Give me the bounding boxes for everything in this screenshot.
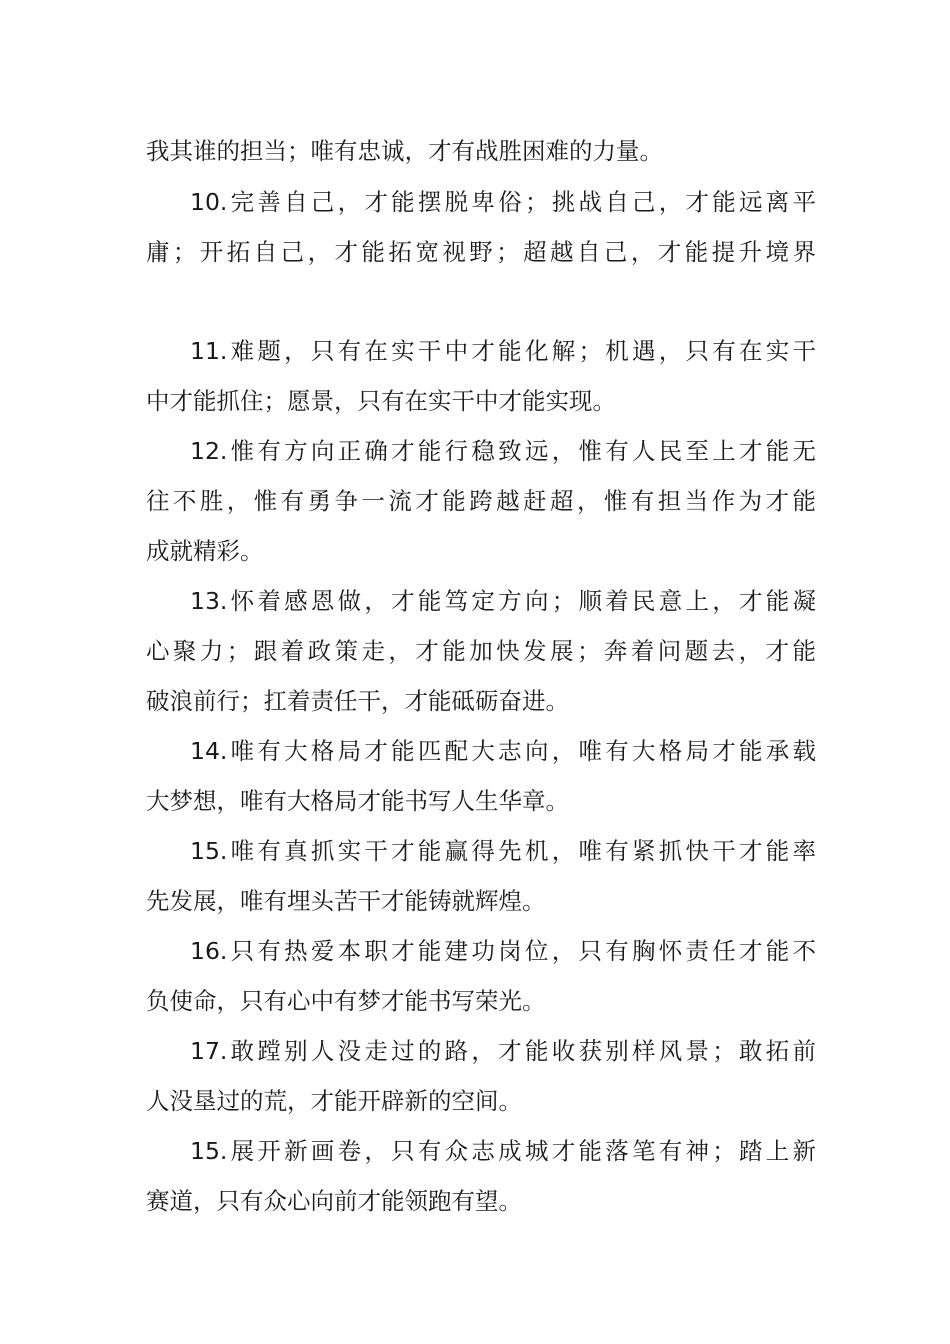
paragraph-10-line-1: 10.完善自己，才能摆脱卑俗；挑战自己，才能远离平 bbox=[190, 188, 816, 216]
paragraph-12-line-3: 成就精彩。 bbox=[146, 537, 264, 565]
paragraph-14-line-1: 14.唯有大格局才能匹配大志向，唯有大格局才能承载 bbox=[190, 737, 816, 765]
paragraph-13-line-1: 13.怀着感恩做，才能笃定方向；顺着民意上，才能凝 bbox=[190, 587, 816, 615]
paragraph-16-line-1: 16.只有热爱本职才能建功岗位，只有胸怀责任才能不 bbox=[190, 937, 816, 965]
paragraph-14-line-2: 大梦想，唯有大格局才能书写人生华章。 bbox=[146, 787, 569, 815]
paragraph-9-line-2: 我其谁的担当；唯有忠诚，才有战胜困难的力量。 bbox=[146, 137, 663, 165]
paragraph-13-line-3: 破浪前行；扛着责任干，才能砥砺奋进。 bbox=[146, 687, 569, 715]
paragraph-13-line-2: 心聚力；跟着政策走，才能加快发展；奔着问题去，才能 bbox=[146, 637, 816, 665]
paragraph-16-line-2: 负使命，只有心中有梦才能书写荣光。 bbox=[146, 987, 546, 1015]
paragraph-12-line-1: 12.惟有方向正确才能行稳致远，惟有人民至上才能无 bbox=[190, 437, 816, 465]
paragraph-18-line-2: 赛道，只有众心向前才能领跑有望。 bbox=[146, 1187, 522, 1215]
paragraph-15-line-2: 先发展，唯有埋头苦干才能铸就辉煌。 bbox=[146, 887, 546, 915]
paragraph-17-line-2: 人没垦过的荒，才能开辟新的空间。 bbox=[146, 1087, 522, 1115]
paragraph-17-line-1: 17.敢蹚别人没走过的路，才能收获别样风景；敢拓前 bbox=[190, 1037, 816, 1065]
paragraph-10-line-2: 庸；开拓自己，才能拓宽视野；超越自己，才能提升境界 bbox=[146, 238, 816, 266]
paragraph-11-line-2: 中才能抓住；愿景，只有在实干中才能实现。 bbox=[146, 387, 616, 415]
paragraph-18-line-1: 15.展开新画卷，只有众志成城才能落笔有神；踏上新 bbox=[190, 1137, 816, 1165]
paragraph-15-line-1: 15.唯有真抓实干才能赢得先机，唯有紧抓快干才能率 bbox=[190, 837, 816, 865]
paragraph-12-line-2: 往不胜，惟有勇争一流才能跨越赶超，惟有担当作为才能 bbox=[146, 487, 816, 515]
paragraph-11-line-1: 11.难题，只有在实干中才能化解；机遇，只有在实干 bbox=[190, 337, 816, 365]
